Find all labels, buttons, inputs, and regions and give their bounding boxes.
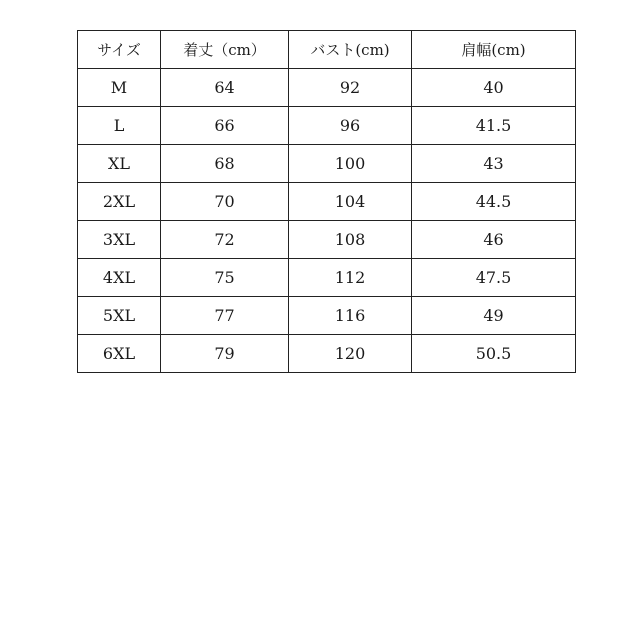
cell-bust: 92 [289,69,412,107]
table-row [78,221,576,259]
cell-shoulder: 46 [412,221,576,259]
table-row [78,183,576,221]
size-chart-table [77,30,576,373]
cell-bust: 116 [289,297,412,335]
cell-length: 79 [161,335,289,373]
cell-length: 68 [161,145,289,183]
cell-length: 64 [161,69,289,107]
cell-size: 2XL [78,183,161,221]
cell-length: 66 [161,107,289,145]
cell-shoulder: 40 [412,69,576,107]
cell-size: 5XL [78,297,161,335]
cell-bust: 100 [289,145,412,183]
cell-size: L [78,107,161,145]
cell-shoulder: 43 [412,145,576,183]
cell-shoulder: 44.5 [412,183,576,221]
cell-length: 75 [161,259,289,297]
cell-size: 6XL [78,335,161,373]
cell-size: M [78,69,161,107]
header-row [78,31,576,69]
table-row [78,145,576,183]
cell-size: 4XL [78,259,161,297]
cell-length: 77 [161,297,289,335]
cell-bust: 108 [289,221,412,259]
table-row [78,297,576,335]
cell-size: 3XL [78,221,161,259]
cell-bust: 96 [289,107,412,145]
header-bust: バスト(cm) [289,31,412,69]
table-row [78,259,576,297]
cell-bust: 112 [289,259,412,297]
header-size: サイズ [78,31,161,69]
table-row [78,335,576,373]
cell-size: XL [78,145,161,183]
cell-bust: 104 [289,183,412,221]
header-shoulder: 肩幅(cm) [412,31,576,69]
cell-length: 72 [161,221,289,259]
cell-shoulder: 49 [412,297,576,335]
table-row [78,107,576,145]
header-length: 着丈（cm） [161,31,289,69]
cell-shoulder: 47.5 [412,259,576,297]
table-row [78,69,576,107]
cell-shoulder: 41.5 [412,107,576,145]
cell-shoulder: 50.5 [412,335,576,373]
cell-length: 70 [161,183,289,221]
cell-bust: 120 [289,335,412,373]
